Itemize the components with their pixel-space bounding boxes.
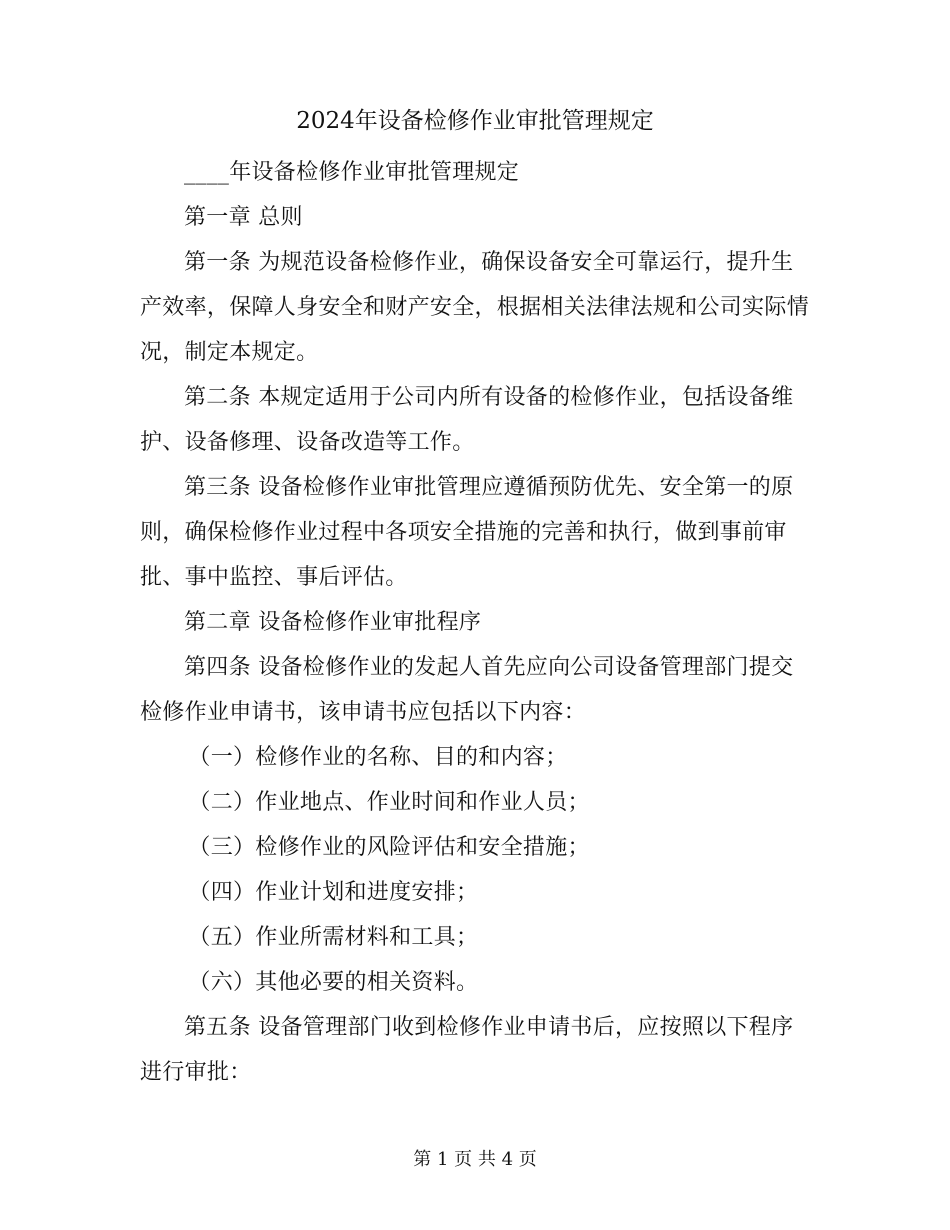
list-item: （三）检修作业的风险评估和安全措施； (188, 835, 590, 860)
article-paragraph: 第三条 设备检修作业审批管理应遵循预防优先、安全第一的原则，确保检修作业过程中各项安全措施的完善和执行，做到事前审批、事中监控、事后评估。 (140, 475, 794, 590)
list-item: （五）作业所需材料和工具； (188, 925, 479, 950)
list-item: （六）其他必要的相关资料。 (188, 970, 479, 995)
paragraph-subtitle: ____年设备检修作业审批管理规定 (184, 160, 520, 185)
document-title: 2024年设备检修作业审批管理规定 (296, 108, 654, 134)
document-body (140, 150, 815, 1095)
chapter-heading: 第二章 设备检修作业审批程序 (184, 610, 482, 635)
chapter-heading: 第一章 总则 (184, 205, 303, 230)
article-paragraph: 第二条 本规定适用于公司内所有设备的检修作业，包括设备维护、设备修理、设备改造等工作。 (140, 385, 794, 455)
list-item: （四）作业计划和进度安排； (188, 880, 479, 905)
list-item: （一）检修作业的名称、目的和内容； (188, 745, 568, 770)
article-paragraph: 第一条 为规范设备检修作业，确保设备安全可靠运行，提升生产效率，保障人身安全和财产安全，根据相关法律法规和公司实际情况，制定本规定。 (140, 250, 810, 365)
page-footer: 第 1 页 共 4 页 (413, 1149, 537, 1170)
article-paragraph: 第五条 设备管理部门收到检修作业申请书后，应按照以下程序进行审批： (140, 1015, 794, 1085)
list-item: （二）作业地点、作业时间和作业人员； (188, 790, 590, 815)
article-paragraph: 第四条 设备检修作业的发起人首先应向公司设备管理部门提交检修作业申请书，该申请书应包括以下内容： (140, 655, 794, 725)
